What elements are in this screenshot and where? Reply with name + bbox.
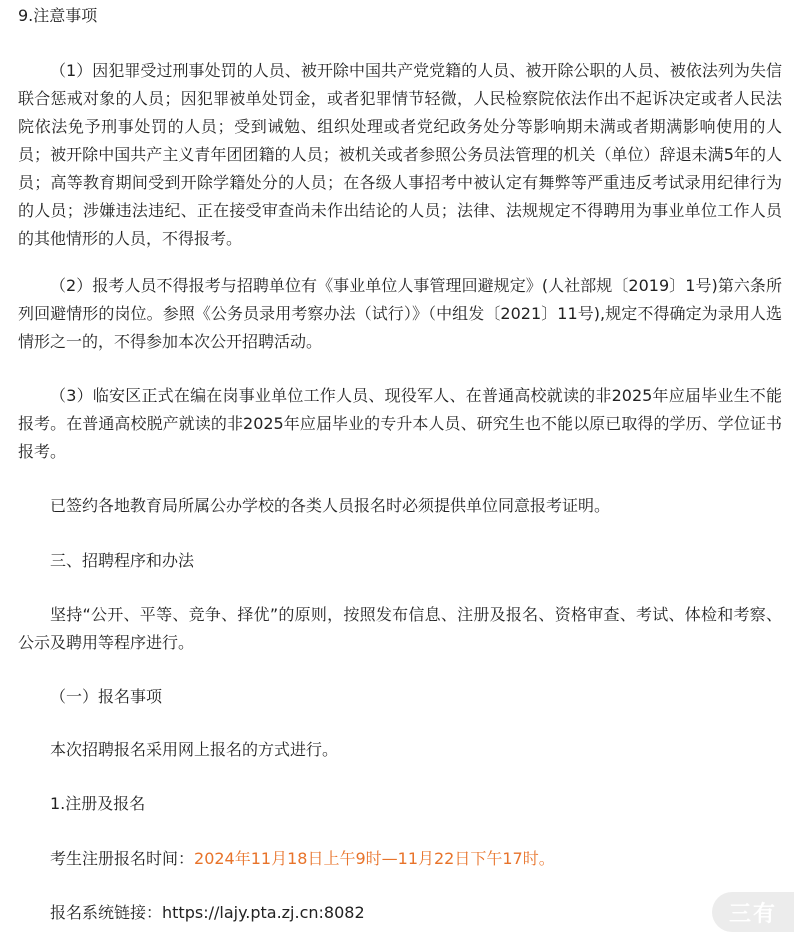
registration-link-line xyxy=(18,899,782,927)
watermark-badge: 三有 xyxy=(712,892,794,932)
registration-time-line xyxy=(18,845,782,873)
signed-note-paragraph: 已签约各地教育局所属公办学校的各类人员报名时必须提供单位同意报考证明。 xyxy=(50,496,611,515)
note-paragraph-3: （3）临安区正式在编在岗事业单位工作人员、现役军人、在普通高校就读的非2025年应届毕业生不能报考。在普通高校脱产就读的非2025年应届毕业的专升本人员、研究生也不能以原已取得的学历、学位证书报考。 xyxy=(18,386,782,461)
note-paragraph-2: （2）报考人员不得报考与招聘单位有《事业单位人事管理回避规定》(人社部规〔2019〕1号)第六条所列回避情形的岗位。参照《公务员录用考察办法（试行）》（中组发〔2021〕11号),规定不得确定为录用人选情形之一的，不得参加本次公开招聘活动。 xyxy=(18,276,782,351)
registration-title: 1.注册及报名 xyxy=(50,794,146,813)
online-registration-note: 本次招聘报名采用网上报名的方式进行。 xyxy=(50,740,339,759)
section-heading: 9.注意事项 xyxy=(18,6,98,25)
registration-link[interactable]: https://lajy.pta.zj.cn:8082 xyxy=(162,903,365,922)
principle-paragraph: 坚持“公开、平等、竞争、择优”的原则，按照发布信息、注册及报名、资格审查、考试、体检和考察、公示及聘用等程序进行。 xyxy=(18,605,782,652)
section-3-title: 三、招聘程序和办法 xyxy=(50,551,195,570)
registration-time-value: 2024年11月18日上午9时—11月22日下午17时。 xyxy=(194,849,555,868)
registration-time-label: 考生注册报名时间： xyxy=(50,849,195,868)
subsection-1-title: （一）报名事项 xyxy=(50,687,163,706)
note-paragraph-1: （1）因犯罪受过刑事处罚的人员、被开除中国共产党党籍的人员、被开除公职的人员、被依法列为失信联合惩戒对象的人员；因犯罪被单处罚金，或者犯罪情节轻微，人民检察院依法作出不起诉决定或者人民法院依法免予刑事处罚的人员；受到诫勉、组织处理或者党纪政务处分等影响期未满或者期满影响使用的人员；被开除中国共产主义青年团团籍的人员；被机关或者参照公务员法管理的机关（单位）辞退未满5年的人员；高等教育期间受到开除学籍处分的人员；在各级人事招考中被认定有舞弊等严重违反考试录用纪律行为的人员；涉嫌违法违纪、正在接受审查尚未作出结论的人员；法律、法规规定不得聘用为事业单位工作人员的其他情形的人员，不得报考。 xyxy=(18,61,782,248)
registration-link-label: 报名系统链接： xyxy=(50,903,163,922)
